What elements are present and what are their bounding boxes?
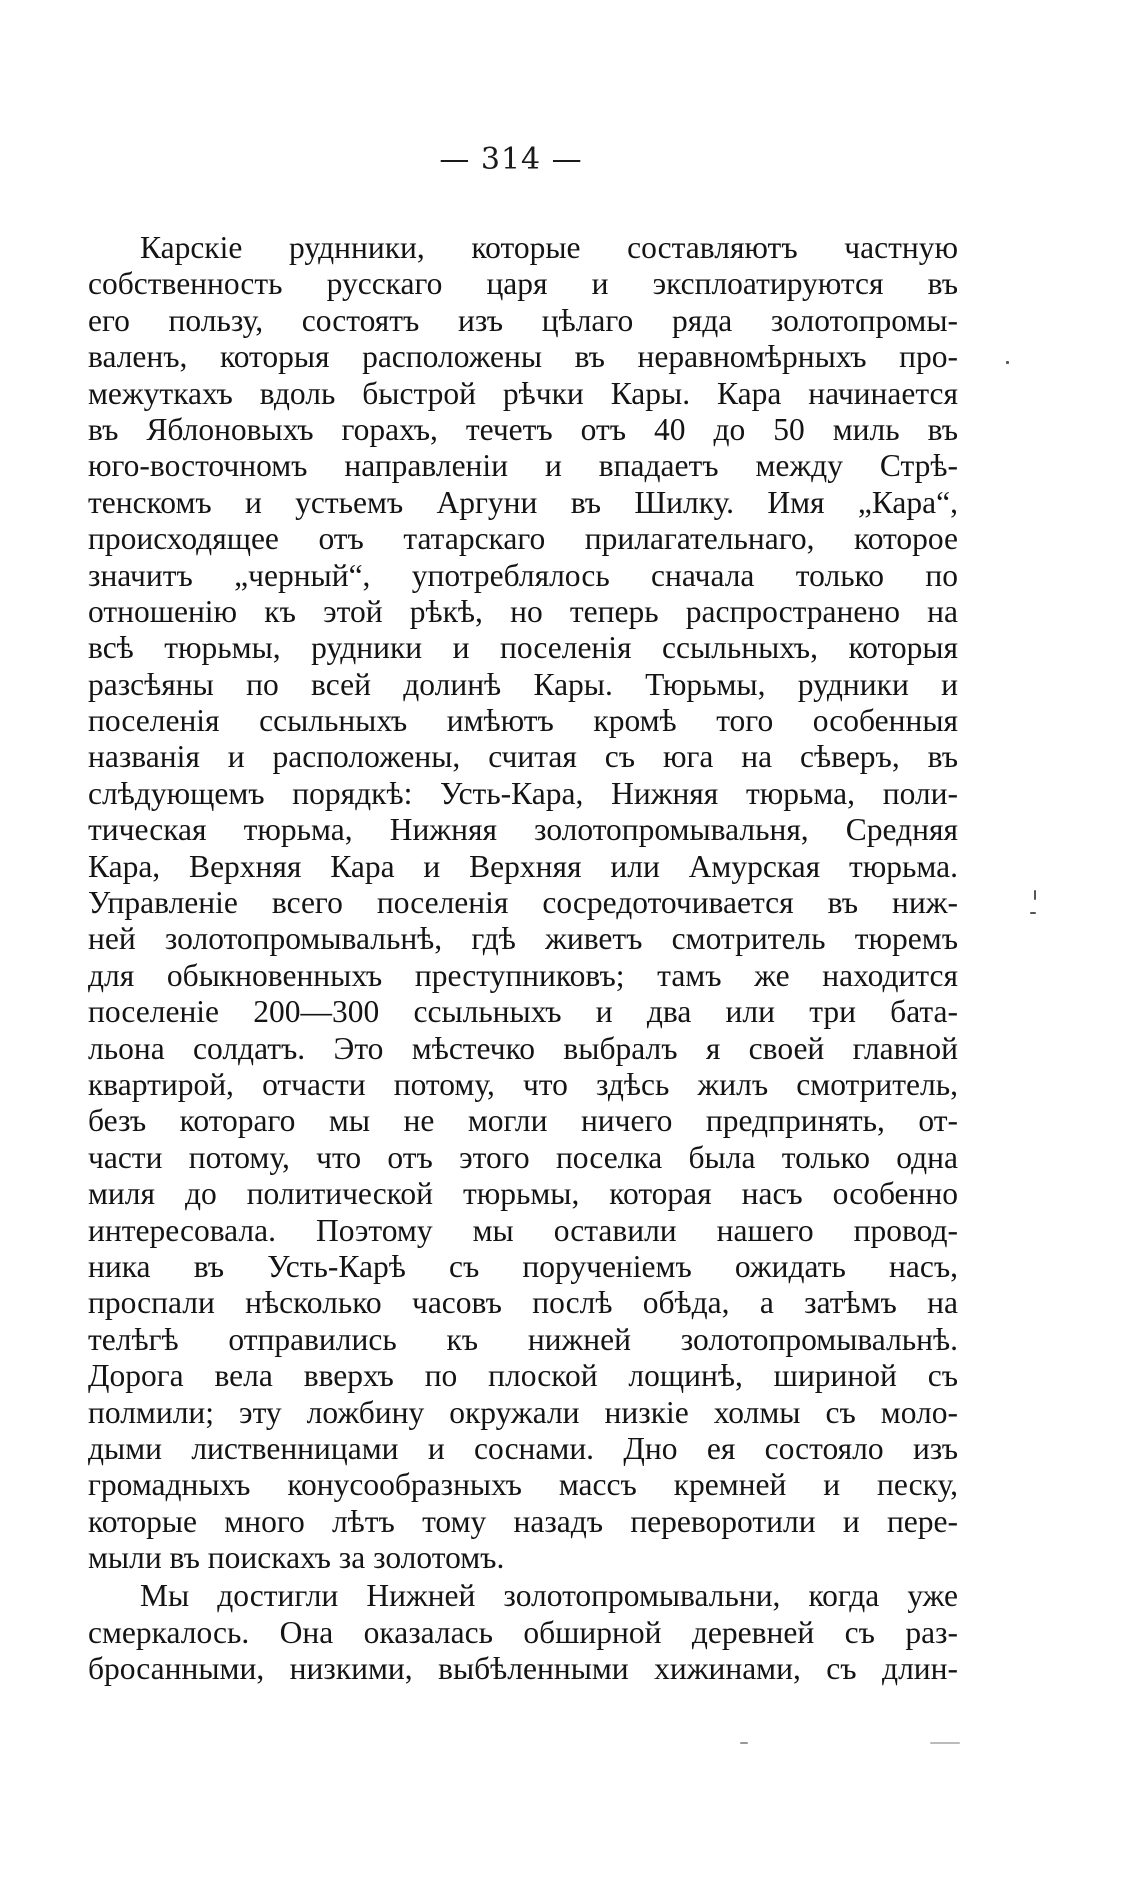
- text-line: отношенію къ этой рѣкѣ, но теперь распространено на: [88, 593, 958, 629]
- text-line: Карскіе руднники, которые составляютъ частную: [140, 230, 958, 265]
- text-line: Кара, Верхняя Кара и Верхняя или Амурская тюрьма.: [88, 848, 958, 884]
- text-line: Дорога вела вверхъ по плоской лощинѣ, шириной съ: [88, 1358, 958, 1394]
- text-line: громадныхъ конусообразныхъ массъ кремней и песку,: [88, 1467, 958, 1503]
- text-line: ника въ Усть-Карѣ съ порученіемъ ожидать насъ,: [88, 1248, 958, 1284]
- text-line: собственность русскаго царя и эксплоатируются въ: [88, 266, 958, 302]
- text-line: въ Яблоновыхъ горахъ, течетъ отъ 40 до 50 миль въ: [88, 411, 958, 447]
- text-line: Управленіе всего поселенія сосредоточивается въ ниж-: [88, 885, 958, 921]
- text-line: валенъ, которыя расположены въ неравномѣрныхъ про-: [88, 339, 958, 375]
- scan-speck: [930, 1742, 960, 1744]
- text-line: слѣдующемъ порядкѣ: Усть-Кара, Нижняя тюрьма, поли-: [88, 775, 958, 811]
- scan-speck: [740, 1742, 748, 1744]
- text-line: Мы достигли Нижней золотопромывальни, когда уже: [140, 1578, 958, 1614]
- text-line: проспали нѣсколько часовъ послѣ обѣда, а затѣмъ на: [88, 1285, 958, 1321]
- text-line: для обыкновенныхъ преступниковъ; тамъ же находится: [88, 957, 958, 993]
- text-line: миля до политической тюрьмы, которая насъ особенно: [88, 1176, 958, 1212]
- text-line: безъ котораго мы не могли ничего предпринять, от-: [88, 1103, 958, 1139]
- text-line: значитъ „черный“, употреблялось сначала только по: [88, 557, 958, 593]
- text-line: происходящее отъ татарскаго прилагательнаго, которое: [88, 521, 958, 557]
- text-line: полмили; эту ложбину окружали низкіе холмы съ моло-: [88, 1394, 958, 1430]
- text-line: поселеніе 200—300 ссыльныхъ и два или три бата-: [88, 994, 958, 1030]
- text-line: всѣ тюрьмы, рудники и поселенія ссыльныхъ, которыя: [88, 630, 958, 666]
- body-text: [88, 230, 958, 1688]
- text-line: смеркалось. Она оказалась обширной деревней съ раз-: [88, 1614, 958, 1650]
- text-line: поселенія ссыльныхъ имѣютъ кромѣ того особенныя: [88, 703, 958, 739]
- text-line: его пользу, состоятъ изъ цѣлаго ряда золотопромы-: [88, 302, 958, 338]
- text-line: названія и расположены, считая съ юга на сѣверъ, въ: [88, 739, 958, 775]
- scan-speck: [1030, 912, 1036, 914]
- text-line: тенскомъ и устьемъ Аргуни въ Шилку. Имя „Кара“,: [88, 484, 958, 520]
- scan-speck: [1034, 890, 1036, 900]
- text-line: юго-восточномъ направленіи и впадаетъ между Стрѣ-: [88, 448, 958, 484]
- text-line: интересовала. Поэтому мы оставили нашего провод-: [88, 1212, 958, 1248]
- text-line: тическая тюрьма, Нижняя золотопромывальня, Средняя: [88, 812, 958, 848]
- paragraph-2: [88, 1578, 958, 1687]
- text-line: ней золотопромывальнѣ, гдѣ живетъ смотритель тюремъ: [88, 921, 958, 957]
- text-line: квартирой, отчасти потому, что здѣсь жилъ смотритель,: [88, 1066, 958, 1102]
- text-line: льона солдатъ. Это мѣстечко выбралъ я своей главной: [88, 1030, 958, 1066]
- text-line: межуткахъ вдоль быстрой рѣчки Кары. Кара начинается: [88, 375, 958, 411]
- scan-speck: [1006, 361, 1009, 364]
- text-line: бросанными, низкими, выбѣленными хижинами, съ длин-: [88, 1651, 958, 1687]
- paragraph-1: [88, 230, 958, 1576]
- text-line: дыми лиственницами и соснами. Дно ея состояло изъ: [88, 1430, 958, 1466]
- text-line: телѣгѣ отправились къ нижней золотопромывальнѣ.: [88, 1321, 958, 1357]
- text-line: разсѣяны по всей долинѣ Кары. Тюрьмы, рудники и: [88, 666, 958, 702]
- text-line: которые много лѣтъ тому назадъ переворотили и пере-: [88, 1503, 958, 1539]
- text-line: мыли въ поискахъ за золотомъ.: [88, 1540, 505, 1576]
- page-number: — 314 —: [439, 142, 583, 177]
- text-line: части потому, что отъ этого поселка была только одна: [88, 1139, 958, 1175]
